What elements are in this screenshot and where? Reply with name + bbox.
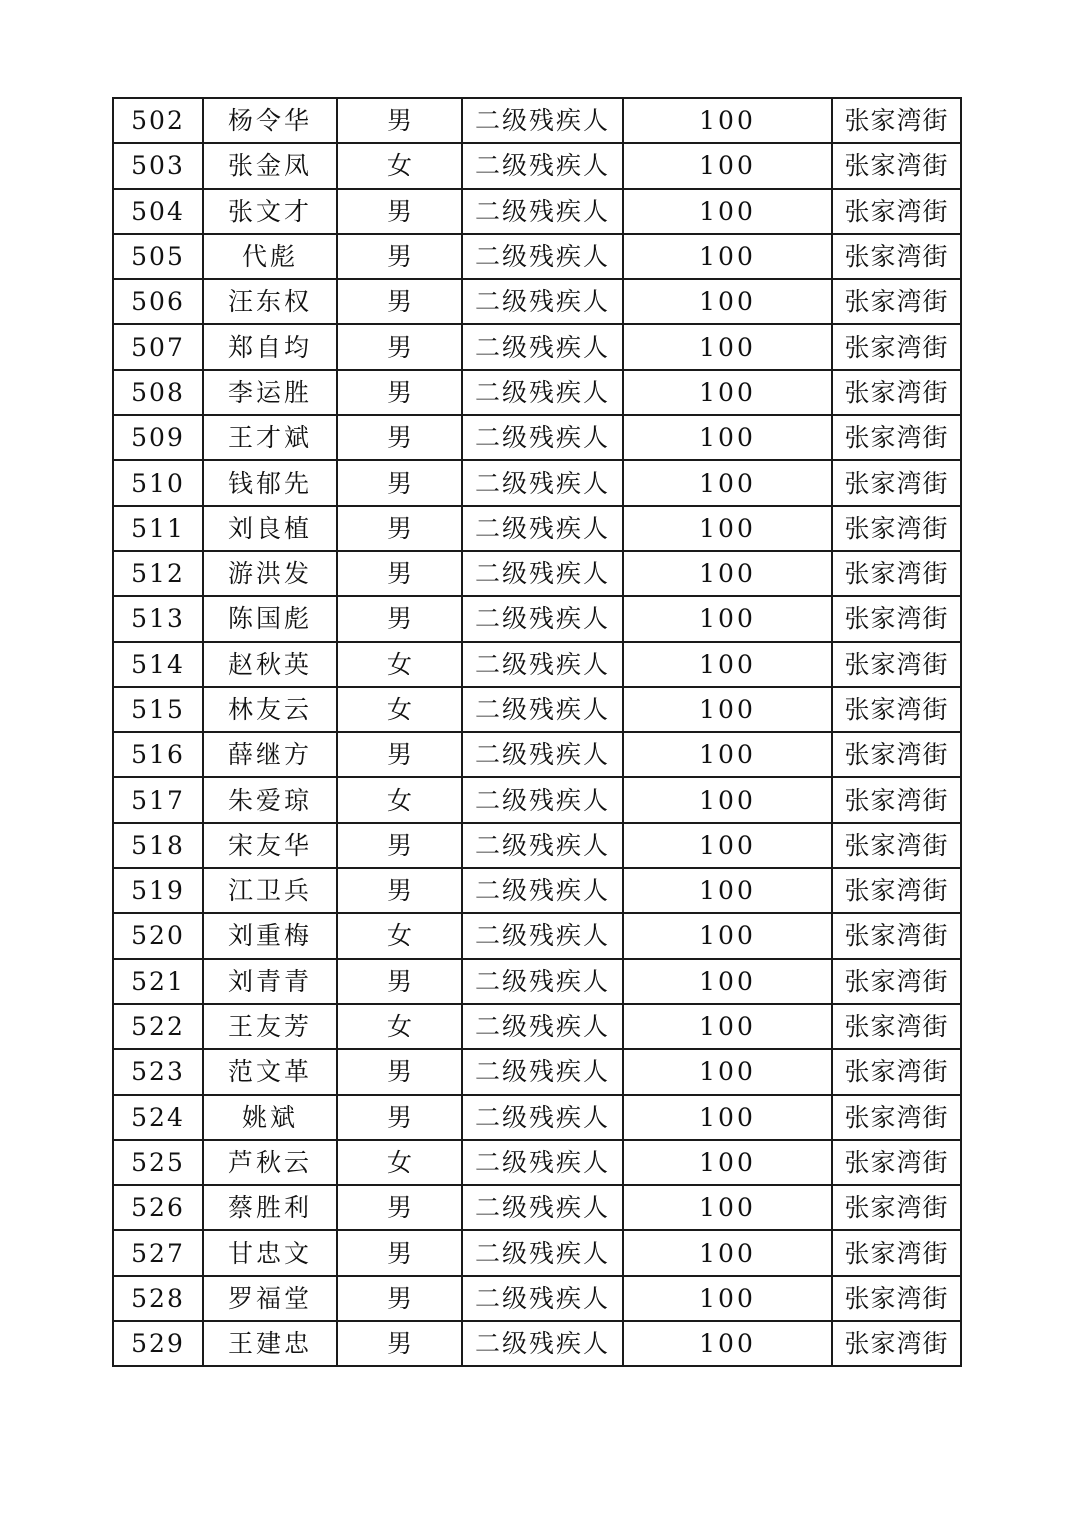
name-cell: 薛继方 bbox=[203, 732, 337, 777]
amount-cell: 100 bbox=[623, 913, 832, 958]
disability-category-cell: 二级残疾人 bbox=[462, 279, 623, 324]
disability-category-cell: 二级残疾人 bbox=[462, 913, 623, 958]
amount-cell: 100 bbox=[623, 1004, 832, 1049]
street-cell: 张家湾街 bbox=[832, 1185, 961, 1230]
amount-cell: 100 bbox=[623, 687, 832, 732]
serial-number-cell: 528 bbox=[113, 1276, 203, 1321]
serial-number-cell: 509 bbox=[113, 415, 203, 460]
name-cell: 代彪 bbox=[203, 234, 337, 279]
amount-cell: 100 bbox=[623, 551, 832, 596]
amount-cell: 100 bbox=[623, 415, 832, 460]
disability-category-cell: 二级残疾人 bbox=[462, 1230, 623, 1275]
table-row bbox=[113, 1004, 961, 1049]
table-row bbox=[113, 596, 961, 641]
table-row bbox=[113, 868, 961, 913]
gender-cell: 男 bbox=[337, 1185, 462, 1230]
serial-number-cell: 511 bbox=[113, 506, 203, 551]
street-cell: 张家湾街 bbox=[832, 1004, 961, 1049]
table-row bbox=[113, 687, 961, 732]
name-cell: 张文才 bbox=[203, 189, 337, 234]
disability-category-cell: 二级残疾人 bbox=[462, 143, 623, 188]
name-cell: 刘良植 bbox=[203, 506, 337, 551]
serial-number-cell: 527 bbox=[113, 1230, 203, 1275]
disability-category-cell: 二级残疾人 bbox=[462, 1321, 623, 1366]
street-cell: 张家湾街 bbox=[832, 98, 961, 143]
disability-category-cell: 二级残疾人 bbox=[462, 1004, 623, 1049]
disability-category-cell: 二级残疾人 bbox=[462, 415, 623, 460]
gender-cell: 男 bbox=[337, 959, 462, 1004]
street-cell: 张家湾街 bbox=[832, 959, 961, 1004]
street-cell: 张家湾街 bbox=[832, 1140, 961, 1185]
serial-number-cell: 520 bbox=[113, 913, 203, 958]
table-row bbox=[113, 324, 961, 369]
table-row bbox=[113, 551, 961, 596]
disability-category-cell: 二级残疾人 bbox=[462, 687, 623, 732]
table-row bbox=[113, 279, 961, 324]
gender-cell: 女 bbox=[337, 143, 462, 188]
table-row bbox=[113, 143, 961, 188]
street-cell: 张家湾街 bbox=[832, 1095, 961, 1140]
disability-category-cell: 二级残疾人 bbox=[462, 959, 623, 1004]
gender-cell: 男 bbox=[337, 1276, 462, 1321]
table-row bbox=[113, 1049, 961, 1094]
table-row bbox=[113, 777, 961, 822]
serial-number-cell: 515 bbox=[113, 687, 203, 732]
gender-cell: 男 bbox=[337, 596, 462, 641]
table-row bbox=[113, 370, 961, 415]
amount-cell: 100 bbox=[623, 596, 832, 641]
disability-category-cell: 二级残疾人 bbox=[462, 777, 623, 822]
name-cell: 王才斌 bbox=[203, 415, 337, 460]
gender-cell: 男 bbox=[337, 1321, 462, 1366]
table-row bbox=[113, 189, 961, 234]
amount-cell: 100 bbox=[623, 868, 832, 913]
serial-number-cell: 512 bbox=[113, 551, 203, 596]
gender-cell: 男 bbox=[337, 234, 462, 279]
amount-cell: 100 bbox=[623, 1095, 832, 1140]
serial-number-cell: 522 bbox=[113, 1004, 203, 1049]
gender-cell: 女 bbox=[337, 913, 462, 958]
name-cell: 王建忠 bbox=[203, 1321, 337, 1366]
name-cell: 赵秋英 bbox=[203, 642, 337, 687]
name-cell: 宋友华 bbox=[203, 823, 337, 868]
amount-cell: 100 bbox=[623, 777, 832, 822]
gender-cell: 男 bbox=[337, 98, 462, 143]
gender-cell: 男 bbox=[337, 370, 462, 415]
gender-cell: 女 bbox=[337, 642, 462, 687]
disability-category-cell: 二级残疾人 bbox=[462, 1185, 623, 1230]
disability-category-cell: 二级残疾人 bbox=[462, 1095, 623, 1140]
street-cell: 张家湾街 bbox=[832, 732, 961, 777]
amount-cell: 100 bbox=[623, 1321, 832, 1366]
street-cell: 张家湾街 bbox=[832, 279, 961, 324]
street-cell: 张家湾街 bbox=[832, 1321, 961, 1366]
name-cell: 罗福堂 bbox=[203, 1276, 337, 1321]
amount-cell: 100 bbox=[623, 1230, 832, 1275]
street-cell: 张家湾街 bbox=[832, 823, 961, 868]
name-cell: 李运胜 bbox=[203, 370, 337, 415]
amount-cell: 100 bbox=[623, 279, 832, 324]
gender-cell: 女 bbox=[337, 687, 462, 732]
table-row bbox=[113, 234, 961, 279]
serial-number-cell: 518 bbox=[113, 823, 203, 868]
serial-number-cell: 516 bbox=[113, 732, 203, 777]
street-cell: 张家湾街 bbox=[832, 596, 961, 641]
name-cell: 江卫兵 bbox=[203, 868, 337, 913]
disability-category-cell: 二级残疾人 bbox=[462, 642, 623, 687]
amount-cell: 100 bbox=[623, 1276, 832, 1321]
disability-category-cell: 二级残疾人 bbox=[462, 551, 623, 596]
gender-cell: 男 bbox=[337, 1095, 462, 1140]
disability-category-cell: 二级残疾人 bbox=[462, 1049, 623, 1094]
serial-number-cell: 513 bbox=[113, 596, 203, 641]
amount-cell: 100 bbox=[623, 324, 832, 369]
table-row bbox=[113, 732, 961, 777]
table-row bbox=[113, 642, 961, 687]
name-cell: 张金凤 bbox=[203, 143, 337, 188]
amount-cell: 100 bbox=[623, 234, 832, 279]
street-cell: 张家湾街 bbox=[832, 642, 961, 687]
name-cell: 蔡胜利 bbox=[203, 1185, 337, 1230]
amount-cell: 100 bbox=[623, 143, 832, 188]
name-cell: 刘重梅 bbox=[203, 913, 337, 958]
name-cell: 刘青青 bbox=[203, 959, 337, 1004]
street-cell: 张家湾街 bbox=[832, 370, 961, 415]
street-cell: 张家湾街 bbox=[832, 913, 961, 958]
gender-cell: 女 bbox=[337, 1140, 462, 1185]
street-cell: 张家湾街 bbox=[832, 460, 961, 505]
disability-category-cell: 二级残疾人 bbox=[462, 823, 623, 868]
disability-category-cell: 二级残疾人 bbox=[462, 98, 623, 143]
table-row bbox=[113, 1276, 961, 1321]
disability-category-cell: 二级残疾人 bbox=[462, 234, 623, 279]
disability-category-cell: 二级残疾人 bbox=[462, 1276, 623, 1321]
serial-number-cell: 506 bbox=[113, 279, 203, 324]
serial-number-cell: 503 bbox=[113, 143, 203, 188]
street-cell: 张家湾街 bbox=[832, 551, 961, 596]
serial-number-cell: 510 bbox=[113, 460, 203, 505]
disability-category-cell: 二级残疾人 bbox=[462, 370, 623, 415]
disability-category-cell: 二级残疾人 bbox=[462, 506, 623, 551]
amount-cell: 100 bbox=[623, 1140, 832, 1185]
amount-cell: 100 bbox=[623, 642, 832, 687]
disability-category-cell: 二级残疾人 bbox=[462, 732, 623, 777]
amount-cell: 100 bbox=[623, 460, 832, 505]
amount-cell: 100 bbox=[623, 506, 832, 551]
serial-number-cell: 504 bbox=[113, 189, 203, 234]
serial-number-cell: 526 bbox=[113, 1185, 203, 1230]
table-row bbox=[113, 1185, 961, 1230]
name-cell: 汪东权 bbox=[203, 279, 337, 324]
gender-cell: 男 bbox=[337, 732, 462, 777]
serial-number-cell: 525 bbox=[113, 1140, 203, 1185]
serial-number-cell: 517 bbox=[113, 777, 203, 822]
name-cell: 钱郁先 bbox=[203, 460, 337, 505]
gender-cell: 男 bbox=[337, 1049, 462, 1094]
name-cell: 杨令华 bbox=[203, 98, 337, 143]
table-row bbox=[113, 1095, 961, 1140]
street-cell: 张家湾街 bbox=[832, 143, 961, 188]
street-cell: 张家湾街 bbox=[832, 234, 961, 279]
disability-category-cell: 二级残疾人 bbox=[462, 868, 623, 913]
serial-number-cell: 519 bbox=[113, 868, 203, 913]
gender-cell: 男 bbox=[337, 823, 462, 868]
table-row bbox=[113, 959, 961, 1004]
name-cell: 姚斌 bbox=[203, 1095, 337, 1140]
gender-cell: 男 bbox=[337, 415, 462, 460]
name-cell: 林友云 bbox=[203, 687, 337, 732]
amount-cell: 100 bbox=[623, 1049, 832, 1094]
street-cell: 张家湾街 bbox=[832, 189, 961, 234]
table-row bbox=[113, 415, 961, 460]
table-row bbox=[113, 823, 961, 868]
serial-number-cell: 507 bbox=[113, 324, 203, 369]
table-row bbox=[113, 460, 961, 505]
street-cell: 张家湾街 bbox=[832, 1276, 961, 1321]
name-cell: 范文革 bbox=[203, 1049, 337, 1094]
gender-cell: 男 bbox=[337, 279, 462, 324]
disability-category-cell: 二级残疾人 bbox=[462, 324, 623, 369]
table-row bbox=[113, 1321, 961, 1366]
serial-number-cell: 521 bbox=[113, 959, 203, 1004]
table-row bbox=[113, 506, 961, 551]
disability-category-cell: 二级残疾人 bbox=[462, 1140, 623, 1185]
table-row bbox=[113, 98, 961, 143]
street-cell: 张家湾街 bbox=[832, 324, 961, 369]
table-row bbox=[113, 913, 961, 958]
gender-cell: 男 bbox=[337, 551, 462, 596]
disability-category-cell: 二级残疾人 bbox=[462, 460, 623, 505]
serial-number-cell: 505 bbox=[113, 234, 203, 279]
roster-table-body bbox=[113, 98, 961, 1366]
name-cell: 陈国彪 bbox=[203, 596, 337, 641]
gender-cell: 女 bbox=[337, 1004, 462, 1049]
name-cell: 郑自均 bbox=[203, 324, 337, 369]
street-cell: 张家湾街 bbox=[832, 506, 961, 551]
amount-cell: 100 bbox=[623, 98, 832, 143]
name-cell: 朱爱琼 bbox=[203, 777, 337, 822]
disability-category-cell: 二级残疾人 bbox=[462, 596, 623, 641]
gender-cell: 女 bbox=[337, 777, 462, 822]
disability-category-cell: 二级残疾人 bbox=[462, 189, 623, 234]
street-cell: 张家湾街 bbox=[832, 1230, 961, 1275]
serial-number-cell: 524 bbox=[113, 1095, 203, 1140]
serial-number-cell: 508 bbox=[113, 370, 203, 415]
street-cell: 张家湾街 bbox=[832, 777, 961, 822]
amount-cell: 100 bbox=[623, 370, 832, 415]
amount-cell: 100 bbox=[623, 189, 832, 234]
gender-cell: 男 bbox=[337, 324, 462, 369]
amount-cell: 100 bbox=[623, 1185, 832, 1230]
table-row bbox=[113, 1140, 961, 1185]
gender-cell: 男 bbox=[337, 506, 462, 551]
street-cell: 张家湾街 bbox=[832, 868, 961, 913]
gender-cell: 男 bbox=[337, 460, 462, 505]
gender-cell: 男 bbox=[337, 868, 462, 913]
gender-cell: 男 bbox=[337, 1230, 462, 1275]
roster-table bbox=[112, 97, 962, 1367]
street-cell: 张家湾街 bbox=[832, 687, 961, 732]
name-cell: 王友芳 bbox=[203, 1004, 337, 1049]
serial-number-cell: 523 bbox=[113, 1049, 203, 1094]
serial-number-cell: 529 bbox=[113, 1321, 203, 1366]
amount-cell: 100 bbox=[623, 959, 832, 1004]
name-cell: 游洪发 bbox=[203, 551, 337, 596]
amount-cell: 100 bbox=[623, 823, 832, 868]
amount-cell: 100 bbox=[623, 732, 832, 777]
name-cell: 甘忠文 bbox=[203, 1230, 337, 1275]
name-cell: 芦秋云 bbox=[203, 1140, 337, 1185]
street-cell: 张家湾街 bbox=[832, 415, 961, 460]
serial-number-cell: 502 bbox=[113, 98, 203, 143]
street-cell: 张家湾街 bbox=[832, 1049, 961, 1094]
serial-number-cell: 514 bbox=[113, 642, 203, 687]
table-row bbox=[113, 1230, 961, 1275]
gender-cell: 男 bbox=[337, 189, 462, 234]
